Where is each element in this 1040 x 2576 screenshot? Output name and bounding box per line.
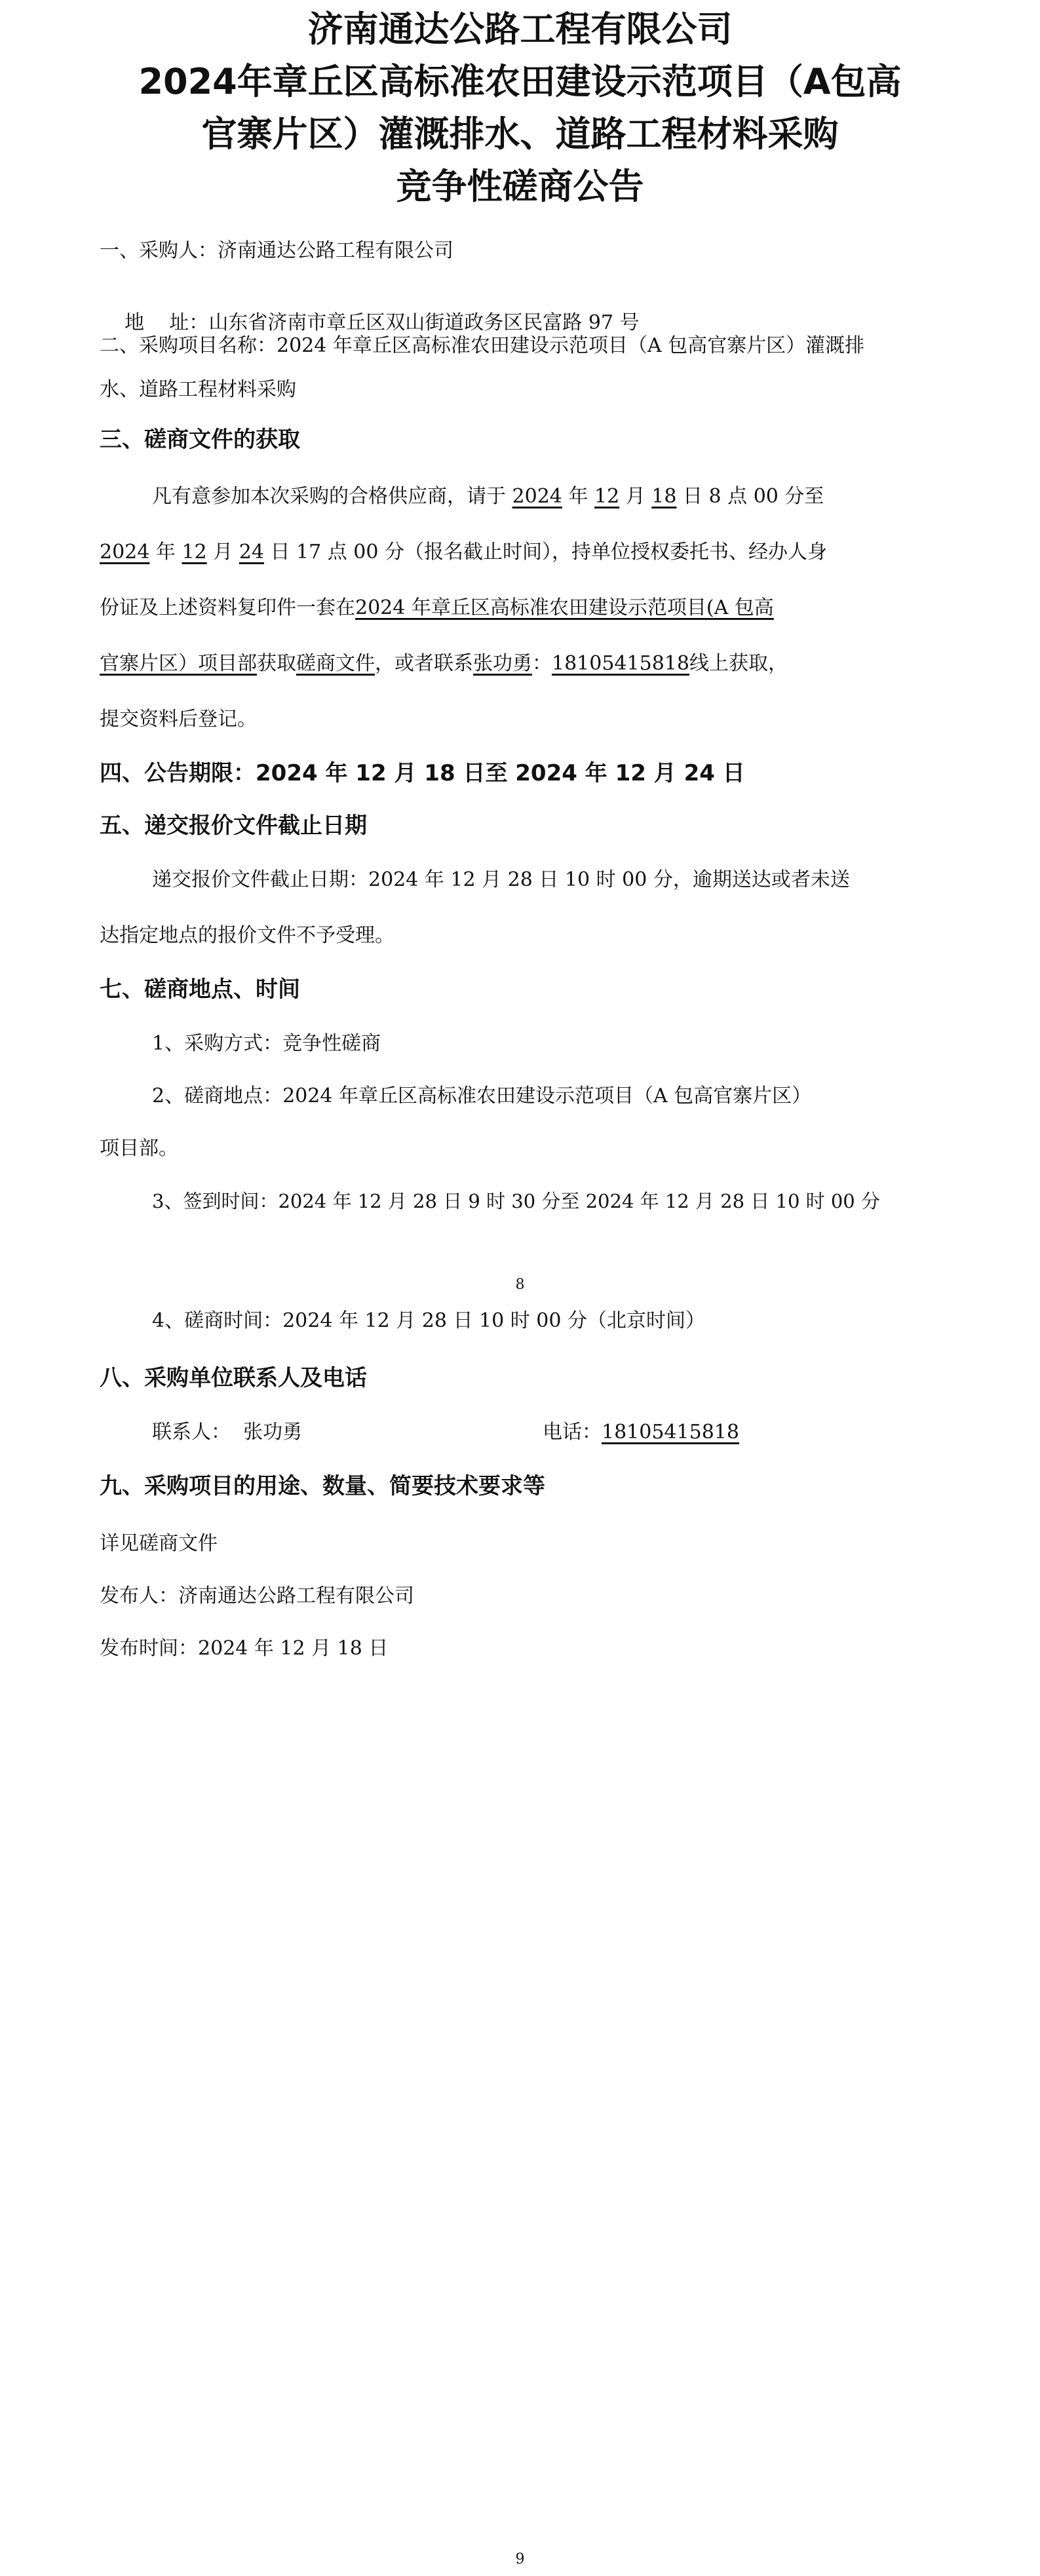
publisher-name: 济南通达公路工程有限公司 — [178, 1585, 414, 1607]
start-year: 2024 — [512, 485, 562, 508]
sign-in-time: 3、签到时间：2024 年 12 月 28 日 9 时 30 分至 2024 年 12 月 28 日 10 时 00 分 — [152, 1190, 880, 1212]
section-3-line-1 — [152, 484, 824, 510]
negotiation-location-line-2: 项目部。 — [100, 1137, 178, 1160]
start-day: 18 — [651, 485, 677, 508]
section-9-heading: 九、采购项目的用途、数量、简要技术要求等 — [100, 1473, 545, 1499]
end-time-text: 日 17 点 00 分（报名截止时间），持单位授权委托书、经办人身 — [270, 541, 827, 564]
contact-name: 张功勇 — [473, 652, 532, 675]
procurement-method: 1、采购方式：竞争性磋商 — [152, 1032, 381, 1055]
publish-date: 2024 年 12 月 18 日 — [198, 1637, 389, 1660]
document-name: 磋商文件 — [296, 652, 375, 675]
year-char: 年 — [155, 541, 176, 564]
purchaser-label: 一、采购人： — [100, 239, 218, 262]
project-name-line-1 — [100, 333, 864, 359]
announcement-title: 竞争性磋商公告 — [396, 166, 644, 207]
publisher-line — [100, 1583, 414, 1609]
section-5-line-1: 递交报价文件截止日期：2024 年 12 月 28 日 10 时 00 分，逾期送达或者未送 — [152, 868, 850, 891]
month-char: 月 — [213, 541, 233, 564]
page-number-9: 9 — [515, 2551, 525, 2567]
section-4-heading: 四、公告期限：2024 年 12 月 18 日至 2024 年 12 月 24 日 — [100, 760, 745, 786]
colon: ： — [532, 652, 552, 675]
pickup-location-part-1: 2024 年章丘区高标准农田建设示范项目(A 包高 — [355, 596, 774, 619]
purchaser-name: 济南通达公路工程有限公司 — [218, 239, 453, 262]
section-3-text: 线上获取， — [689, 652, 788, 675]
end-day: 24 — [239, 541, 264, 564]
company-title: 济南通达公路工程有限公司 — [307, 9, 733, 50]
year-char: 年 — [568, 485, 588, 508]
section-3-text: ，或者联系 — [375, 652, 473, 675]
negotiation-time: 4、磋商时间：2024 年 12 月 28 日 10 时 00 分（北京时间） — [152, 1309, 705, 1332]
project-name-part-1: 2024 年章丘区高标准农田建设示范项目（A 包高官寨片区）灌溉排 — [277, 334, 865, 357]
see-document-text: 详见磋商文件 — [100, 1532, 218, 1555]
end-month: 12 — [182, 541, 207, 564]
section-3-text: 份证及上述资料复印件一套在 — [100, 596, 355, 619]
section-7-heading: 七、磋商地点、时间 — [100, 976, 300, 1003]
pickup-location-part-2: 官寨片区）项目部 — [100, 652, 257, 675]
section-8-heading: 八、采购单位联系人及电话 — [100, 1365, 367, 1391]
project-name-line-2: 水、道路工程材料采购 — [100, 378, 296, 401]
project-title-line-2: 官寨片区）灌溉排水、道路工程材料采购 — [201, 113, 839, 155]
month-char: 月 — [625, 485, 645, 508]
contact-person-name: 张功勇 — [243, 1421, 303, 1444]
section-5-heading: 五、递交报价文件截止日期 — [100, 813, 367, 839]
contact-phone-line — [543, 1419, 739, 1446]
phone-label: 电话： — [543, 1421, 602, 1444]
section-5-line-2: 达指定地点的报价文件不予受理。 — [100, 924, 395, 947]
page-number-8: 8 — [515, 1277, 525, 1293]
section-3-line-2 — [100, 539, 827, 566]
end-year: 2024 — [100, 541, 150, 564]
project-title-line-1: 2024年章丘区高标准农田建设示范项目（A包高 — [138, 61, 902, 102]
contact-label: 联系人： — [152, 1421, 231, 1444]
section-3-text: 凡有意参加本次采购的合格供应商，请于 — [152, 485, 506, 508]
contact-person — [152, 1419, 302, 1446]
publish-date-label: 发布时间： — [100, 1637, 198, 1660]
phone-number: 18105415818 — [602, 1421, 739, 1444]
project-name-label: 二、采购项目名称： — [100, 334, 277, 357]
negotiation-location-line-1: 2、磋商地点：2024 年章丘区高标准农田建设示范项目（A 包高官寨片区） — [152, 1085, 812, 1107]
start-month: 12 — [594, 485, 620, 508]
purchaser-line — [100, 238, 453, 264]
address-value: 山东省济南市章丘区双山街道政务区民富路 97 号 — [208, 311, 640, 334]
section-3-text: 获取 — [257, 652, 296, 675]
start-time-text: 日 8 点 00 分至 — [683, 485, 824, 508]
publisher-label: 发布人： — [100, 1585, 178, 1607]
section-3-line-5: 提交资料后登记。 — [100, 708, 257, 731]
section-3-heading: 三、磋商文件的获取 — [100, 427, 300, 453]
address-label: 地 址： — [125, 311, 209, 334]
contact-phone: 18105415818 — [552, 652, 689, 675]
section-3-line-4 — [100, 651, 788, 677]
publish-date-line — [100, 1636, 388, 1662]
section-3-line-3 — [100, 595, 774, 621]
